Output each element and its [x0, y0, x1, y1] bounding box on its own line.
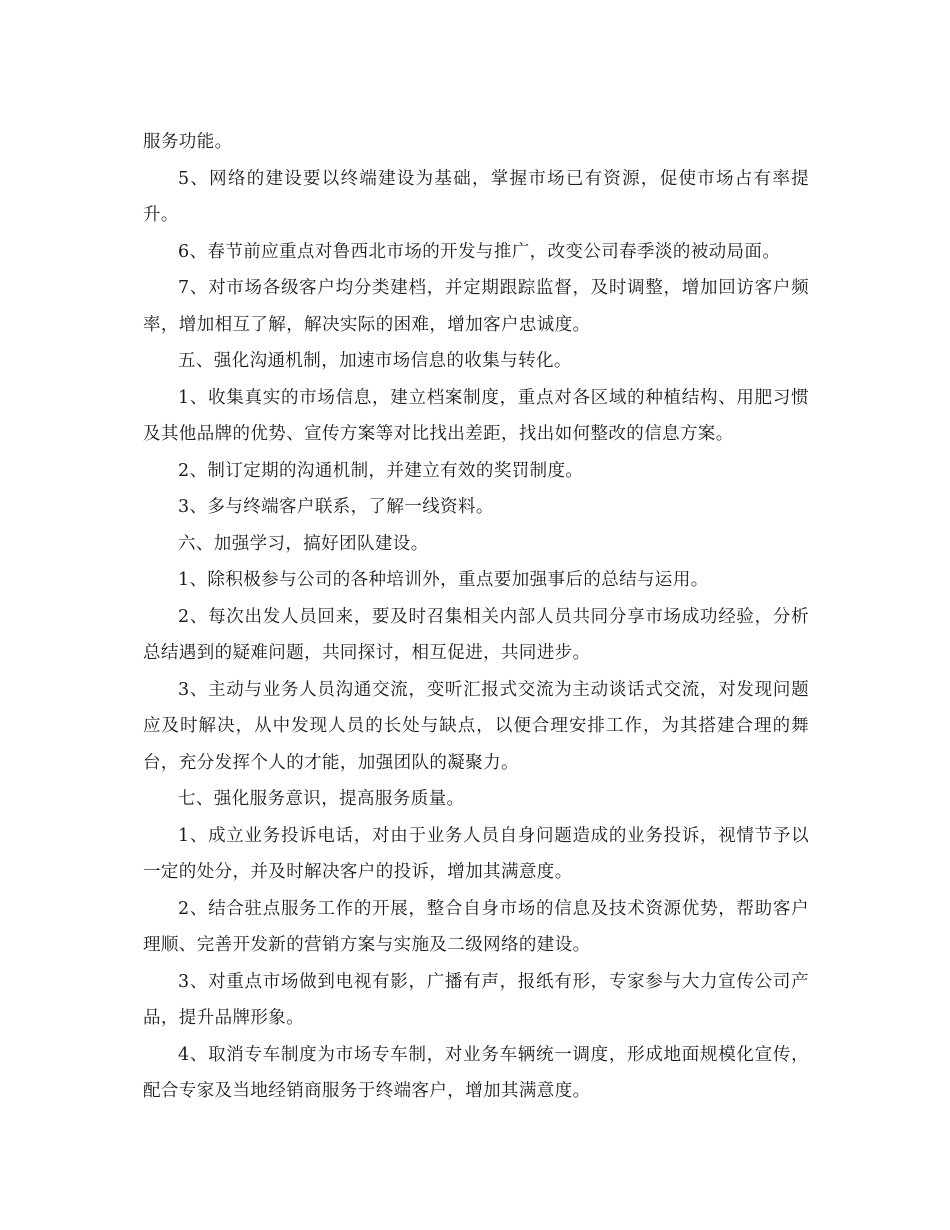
paragraph-item-6: 6、春节前应重点对鲁西北市场的开发与推广，改变公司春季淡的被动局面。	[178, 241, 781, 262]
section-heading-5: 五、强化沟通机制，加速市场信息的收集与转化。	[178, 351, 572, 371]
paragraph-s5-item-1: 1、收集真实的市场信息，建立档案制度，重点对各区域的种植结构、用肥习惯及其他品牌的优势、宣传方案等对比找出差距，找出如何整改的信息方案。	[143, 387, 809, 444]
paragraph-s7-item-2: 2、结合驻点服务工作的开展，整合自身市场的信息及技术资源优势，帮助客户理顺、完善开发新的营销方案与实施及二级网络的建设。	[143, 898, 809, 955]
paragraph-item-7: 7、对市场各级客户均分类建档，并定期跟踪监督，及时调整，增加回访客户频率，增加相互了解，解决实际的困难，增加客户忠诚度。	[143, 278, 809, 335]
paragraph-s5-item-2: 2、制订定期的沟通机制，并建立有效的奖罚制度。	[178, 460, 584, 481]
paragraph-s5-item-3: 3、多与终端客户联系，了解一线资料。	[178, 497, 494, 517]
document-body	[143, 124, 809, 1110]
paragraph-s6-item-2: 2、每次出发人员回来，要及时召集相关内部人员共同分享市场成功经验，分析总结遇到的疑难问题，共同探讨，相互促进，共同进步。	[143, 606, 809, 663]
paragraph-s7-item-1: 1、成立业务投诉电话，对由于业务人员自身问题造成的业务投诉，视情节予以一定的处分，并及时解决客户的投诉，增加其满意度。	[143, 825, 809, 882]
section-heading-6: 六、加强学习，搞好团队建设。	[178, 533, 429, 554]
paragraph-s6-item-1: 1、除积极参与公司的各种培训外，重点要加强事后的总结与运用。	[178, 570, 709, 590]
section-heading-7: 七、强化服务意识，提高服务质量。	[178, 789, 465, 809]
paragraph-item-5: 5、网络的建设要以终端建设为基础，掌握市场已有资源，促使市场占有率提升。	[143, 168, 809, 225]
paragraph-s7-item-3: 3、对重点市场做到电视有影，广播有声，报纸有形，专家参与大力宣传公司产品，提升品牌形象。	[143, 971, 809, 1028]
paragraph-continuation: 服务功能。	[143, 132, 233, 152]
paragraph-s6-item-3: 3、主动与业务人员沟通交流，变听汇报式交流为主动谈话式交流，对发现问题应及时解决，从中发现人员的长处与缺点，以便合理安排工作，为其搭建合理的舞台，充分发挥个人的才能，加强团队的凝聚力。	[143, 679, 809, 773]
paragraph-s7-item-4: 4、取消专车制度为市场专车制，对业务车辆统一调度，形成地面规模化宣传，配合专家及当地经销商服务于终端客户，增加其满意度。	[143, 1044, 809, 1101]
